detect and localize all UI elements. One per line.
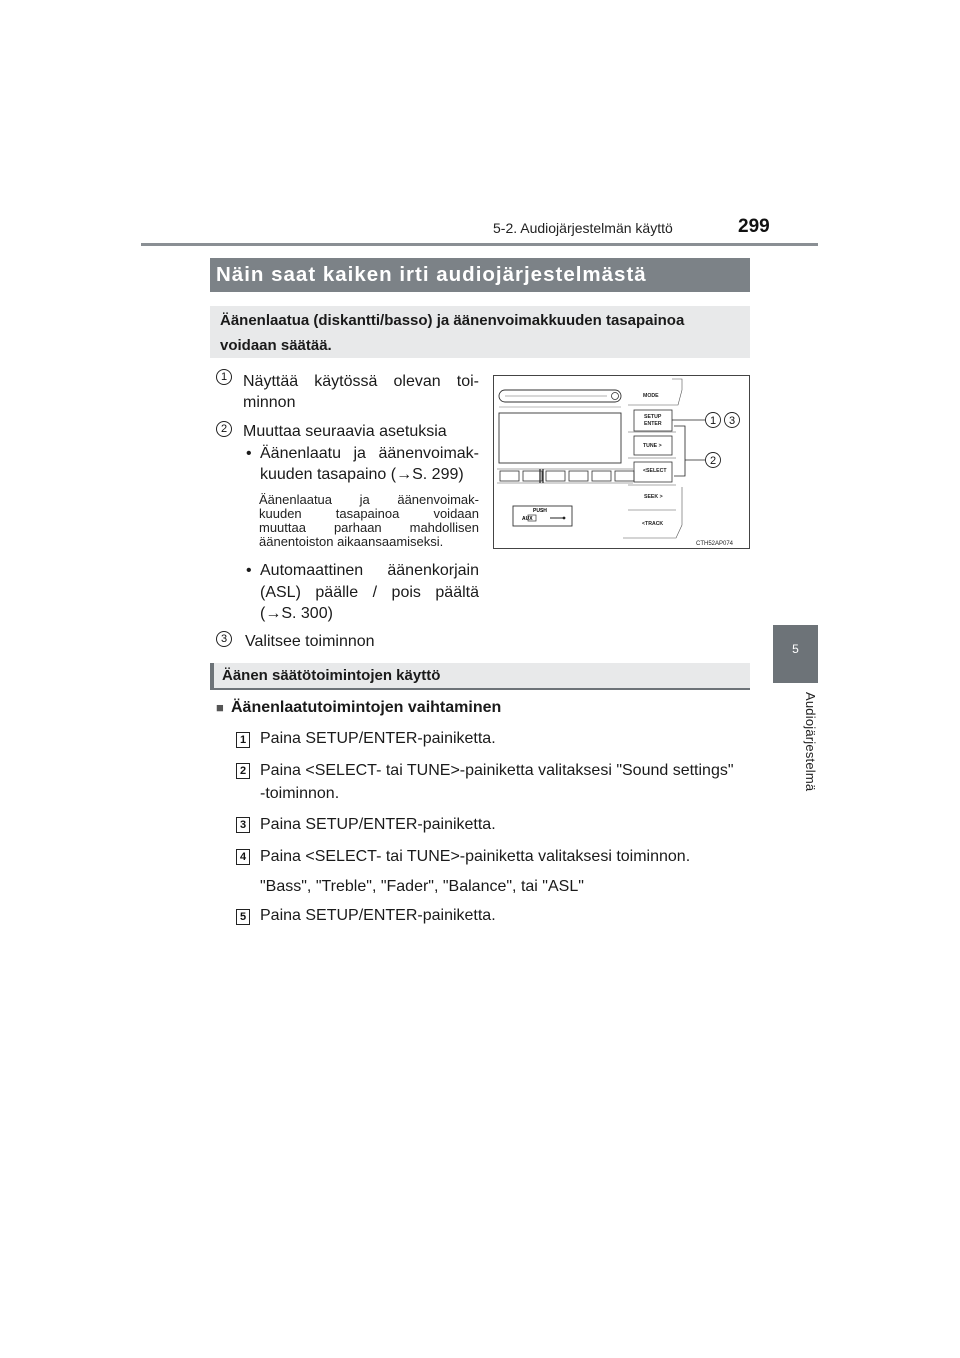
step-1-text: Paina SETUP/ENTER-painiketta.: [260, 730, 496, 747]
bullet-2-line3: (→S. 300): [260, 605, 333, 622]
note-line-2: kuuden tasapainoa voidaan: [259, 506, 479, 521]
callout-1-line2: minnon: [243, 394, 296, 411]
svg-text:PUSH: PUSH: [533, 508, 547, 514]
intro-box: Äänenlaatua (diskantti/basso) ja äänenvoimakkuuden tasapainoa voidaan säätää.: [210, 306, 750, 358]
figure-callout-3: 3: [728, 415, 736, 427]
figure-callout-2: 2: [709, 455, 717, 467]
chapter-tab: 5: [773, 625, 818, 683]
chapter-label: Audiojärjestelmä: [803, 692, 818, 792]
figure-callout-1: 1: [709, 415, 717, 427]
subsection-title: Äänen säätötoimintojen käyttö: [210, 663, 750, 690]
callout-number-2: 2: [216, 421, 232, 437]
procedure-heading: Äänenlaatutoimintojen vaihtaminen: [231, 699, 502, 716]
seek-button-label: SEEK >: [644, 494, 663, 500]
square-bullet-icon: ■: [216, 700, 224, 715]
bullet-1-line2: kuuden tasapaino (→S. 299): [260, 466, 464, 483]
step-number-4: 4: [236, 849, 250, 865]
step-5-text: Paina SETUP/ENTER-painiketta.: [260, 907, 496, 924]
bullet-2-line1: Automaattinen äänenkorjain: [260, 562, 479, 579]
step-4-text: Paina <SELECT- tai TUNE>-painiketta valitaksesi toiminnon.: [260, 848, 691, 865]
header-rule: [141, 243, 818, 246]
note-line-1: Äänenlaatua ja äänenvoimak-: [259, 492, 479, 507]
step-number-1: 1: [236, 732, 250, 748]
bullet-1-line1: Äänenlaatu ja äänenvoimak-: [260, 445, 479, 462]
note-line-4: äänentoiston aikaansaamiseksi.: [259, 534, 444, 549]
callout-3-text: Valitsee toiminnon: [245, 633, 375, 650]
bullet-2-line2: (ASL) päälle / pois päältä: [260, 584, 479, 601]
note-line-3: muuttaa parhaan mahdollisen: [259, 520, 479, 535]
running-header-section: 5-2. Audiojärjestelmän käyttö: [493, 220, 673, 236]
audio-unit-figure: [493, 375, 750, 549]
select-button-label: <SELECT: [643, 468, 667, 474]
bullet-dot: •: [246, 562, 252, 579]
bullet-dot: •: [246, 445, 252, 462]
callout-1-line1: Näyttää käytössä olevan toi-: [243, 373, 479, 390]
callout-number-1: 1: [216, 369, 232, 385]
tune-button-label: TUNE >: [643, 443, 662, 449]
figure-code: CTH52AP074: [696, 541, 734, 547]
step-number-5: 5: [236, 909, 250, 925]
step-4-options: "Bass", "Treble", "Fader", "Balance", tai "ASL": [260, 878, 584, 895]
svg-text:AUX: AUX: [522, 516, 533, 522]
callout-2-text: Muuttaa seuraavia asetuksia: [243, 423, 447, 440]
page-number: 299: [738, 216, 770, 237]
step-number-2: 2: [236, 763, 250, 779]
mode-button-label: MODE: [643, 393, 659, 399]
step-2-line2: -toiminnon.: [260, 785, 340, 802]
step-3-text: Paina SETUP/ENTER-painiketta.: [260, 816, 496, 833]
step-2-line1: Paina <SELECT- tai TUNE>-painiketta valitaksesi "Sound settings": [260, 762, 734, 779]
enter-button-label: ENTER: [644, 421, 662, 427]
callout-number-3: 3: [216, 631, 232, 647]
track-button-label: <TRACK: [642, 521, 664, 527]
step-number-3: 3: [236, 817, 250, 833]
setup-button-label: SETUP: [644, 414, 662, 420]
section-title: Näin saat kaiken irti audiojärjestelmästä: [210, 258, 750, 292]
